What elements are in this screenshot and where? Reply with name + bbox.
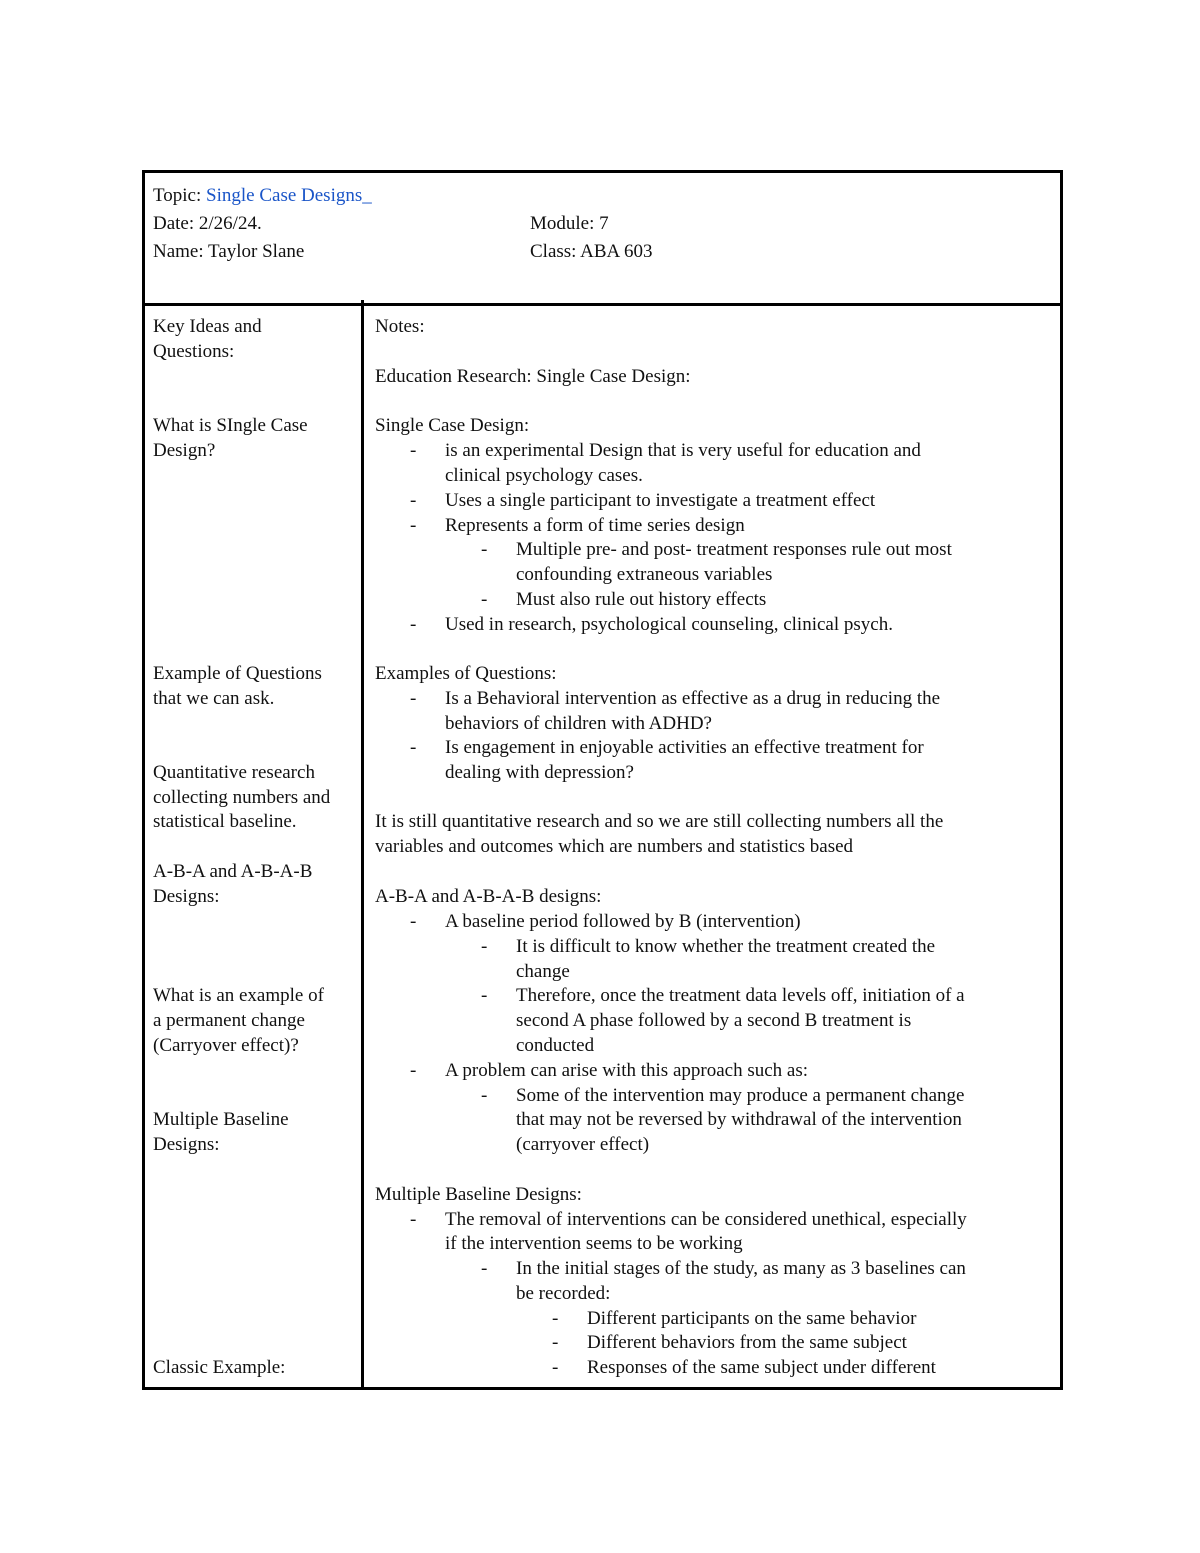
note-line: Used in research, psychological counseling, clinical psych. bbox=[445, 614, 893, 635]
cue-line: What is SIngle Case bbox=[153, 415, 308, 436]
note-line: confounding extraneous variables bbox=[516, 564, 773, 585]
bullet-dash: - bbox=[481, 539, 488, 560]
topic-value: Single Case Designs_ bbox=[206, 185, 372, 206]
section-title: A-B-A and A-B-A-B designs: bbox=[375, 886, 602, 907]
note-line: Therefore, once the treatment data levels off, initiation of a bbox=[516, 985, 965, 1006]
cue-line: Classic Example: bbox=[153, 1357, 286, 1378]
note-line: conducted bbox=[516, 1035, 595, 1056]
cue-line: a permanent change bbox=[153, 1010, 305, 1031]
note-line: It is still quantitative research and so we are still collecting numbers all the bbox=[375, 811, 944, 832]
note-line: A problem can arise with this approach such as: bbox=[445, 1060, 809, 1081]
note-line: Is engagement in enjoyable activities an effective treatment for bbox=[445, 737, 924, 758]
module-field: Module: 7 bbox=[530, 213, 609, 234]
bullet-dash: - bbox=[552, 1308, 559, 1329]
bullet-dash: - bbox=[410, 614, 417, 635]
note-line: (carryover effect) bbox=[516, 1134, 650, 1155]
cue-line: collecting numbers and bbox=[153, 787, 331, 808]
bullet-dash: - bbox=[481, 936, 488, 957]
topic-label: Topic: bbox=[153, 185, 202, 206]
note-line: dealing with depression? bbox=[445, 762, 634, 783]
note-line: Uses a single participant to investigate a treatment effect bbox=[445, 490, 876, 511]
note-line: behaviors of children with ADHD? bbox=[445, 713, 712, 734]
note-line: It is difficult to know whether the treatment created the bbox=[516, 936, 936, 957]
cue-line: Multiple Baseline bbox=[153, 1109, 289, 1130]
note-line: variables and outcomes which are numbers and statistics based bbox=[375, 836, 854, 857]
note-line: that may not be reversed by withdrawal of the intervention bbox=[516, 1109, 962, 1130]
cue-line: Questions: bbox=[153, 341, 235, 362]
cue-line: What is an example of bbox=[153, 985, 324, 1006]
bullet-dash: - bbox=[410, 1060, 417, 1081]
date-field: Date: 2/26/24. bbox=[153, 213, 262, 234]
bullet-dash: - bbox=[410, 515, 417, 536]
note-line: Represents a form of time series design bbox=[445, 515, 745, 536]
note-line: if the intervention seems to be working bbox=[445, 1233, 743, 1254]
note-line: Multiple pre- and post- treatment responses rule out most bbox=[516, 539, 952, 560]
cue-line: Designs: bbox=[153, 886, 220, 907]
cue-line: Designs: bbox=[153, 1134, 220, 1155]
bullet-dash: - bbox=[410, 688, 417, 709]
note-line: Different behaviors from the same subject bbox=[587, 1332, 907, 1353]
notes-subheading: Education Research: Single Case Design: bbox=[375, 366, 691, 387]
bullet-dash: - bbox=[410, 1209, 417, 1230]
note-line: In the initial stages of the study, as many as 3 baselines can bbox=[516, 1258, 966, 1279]
bullet-dash: - bbox=[410, 737, 417, 758]
bullet-dash: - bbox=[481, 985, 488, 1006]
note-line: be recorded: bbox=[516, 1283, 611, 1304]
topic-line bbox=[153, 184, 372, 208]
bullet-dash: - bbox=[481, 1085, 488, 1106]
cue-line: statistical baseline. bbox=[153, 811, 297, 832]
note-line: Responses of the same subject under different bbox=[587, 1357, 936, 1378]
note-line: second A phase followed by a second B treatment is bbox=[516, 1010, 912, 1031]
class-field: Class: ABA 603 bbox=[530, 241, 653, 262]
cue-line: (Carryover effect)? bbox=[153, 1035, 299, 1056]
note-line: A baseline period followed by B (intervention) bbox=[445, 911, 801, 932]
note-line: The removal of interventions can be considered unethical, especially bbox=[445, 1209, 967, 1230]
bullet-dash: - bbox=[410, 911, 417, 932]
section-title: Examples of Questions: bbox=[375, 663, 557, 684]
notes-heading: Notes: bbox=[375, 316, 425, 337]
note-line: Is a Behavioral intervention as effective as a drug in reducing the bbox=[445, 688, 941, 709]
bullet-dash: - bbox=[481, 589, 488, 610]
cue-line: Key Ideas and bbox=[153, 316, 262, 337]
note-line: Different participants on the same behavior bbox=[587, 1308, 917, 1329]
bullet-dash: - bbox=[552, 1357, 559, 1378]
bullet-dash: - bbox=[481, 1258, 488, 1279]
cue-line: Quantitative research bbox=[153, 762, 315, 783]
note-line: is an experimental Design that is very useful for education and bbox=[445, 440, 921, 461]
cue-line: that we can ask. bbox=[153, 688, 275, 709]
section-title: Multiple Baseline Designs: bbox=[375, 1184, 582, 1205]
name-field: Name: Taylor Slane bbox=[153, 241, 305, 262]
bullet-dash: - bbox=[410, 490, 417, 511]
cue-line: A-B-A and A-B-A-B bbox=[153, 861, 313, 882]
note-line: Must also rule out history effects bbox=[516, 589, 767, 610]
note-line: change bbox=[516, 961, 570, 982]
note-line: Some of the intervention may produce a permanent change bbox=[516, 1085, 965, 1106]
section-title: Single Case Design: bbox=[375, 415, 530, 436]
cue-line: Design? bbox=[153, 440, 216, 461]
column-divider bbox=[361, 300, 364, 1390]
cue-line: Example of Questions bbox=[153, 663, 322, 684]
bullet-dash: - bbox=[552, 1332, 559, 1353]
note-line: clinical psychology cases. bbox=[445, 465, 643, 486]
bullet-dash: - bbox=[410, 440, 417, 461]
